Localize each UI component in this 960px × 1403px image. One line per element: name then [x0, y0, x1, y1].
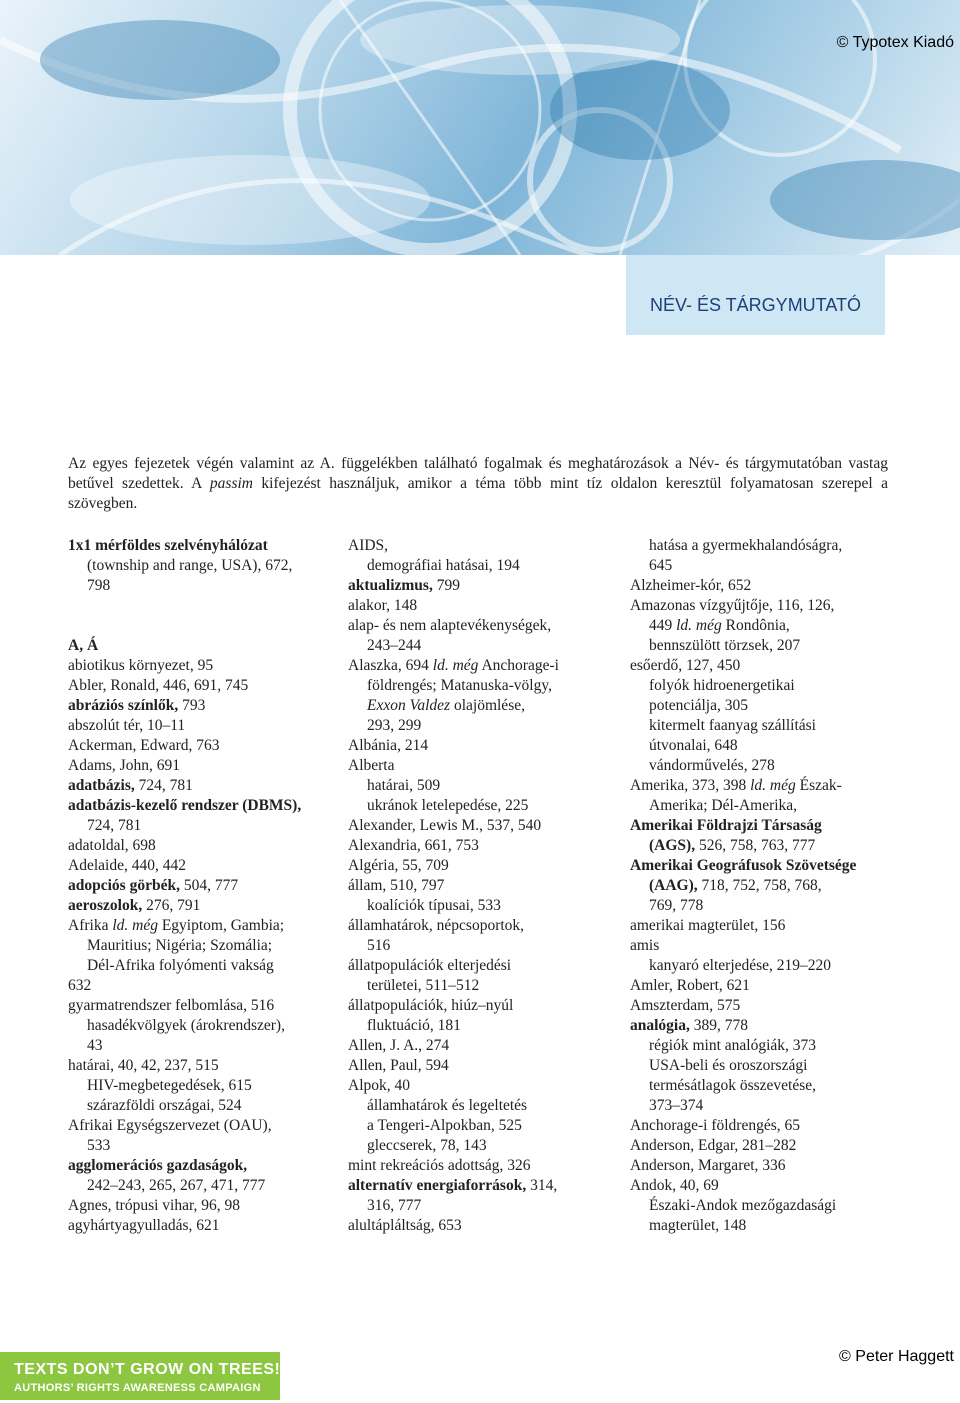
index-entry-continuation: 293, 299: [367, 717, 422, 734]
index-entry: adatbázis, 724, 781: [68, 777, 193, 794]
index-entry: Anderson, Margaret, 336: [630, 1157, 786, 1174]
index-entry: agyhártyagyulladás, 621: [68, 1217, 220, 1234]
index-entry: abszolút tér, 10–11: [68, 717, 186, 734]
index-entry: 1x1 mérföldes szelvényhálózat: [68, 537, 268, 554]
index-entry-continuation: Mauritius; Nigéria; Szomália;: [87, 937, 273, 954]
index-entry: Adams, John, 691: [68, 757, 180, 774]
index-entry-continuation: 316, 777: [367, 1197, 422, 1214]
index-entry-continuation: (AAG), 718, 752, 758, 768,: [649, 877, 822, 894]
banner-illustration: [0, 0, 960, 255]
index-entry: Anchorage-i földrengés, 65: [630, 1117, 801, 1134]
index-entry: agglomerációs gazdaságok,: [68, 1157, 248, 1174]
title-box: [626, 255, 885, 335]
index-entry-continuation: 533: [87, 1137, 111, 1154]
index-subentry: Északi-Andok mezőgazdasági: [649, 1197, 837, 1214]
index-entry: Andok, 40, 69: [630, 1177, 719, 1194]
index-subentry: határai, 40, 42, 237, 515: [68, 1057, 219, 1074]
index-entry: Amerikai Geográfusok Szövetsége: [630, 857, 857, 874]
index-subentry: kanyaró elterjedése, 219–220: [649, 957, 832, 974]
index-entry: alternatív energiaforrások, 314,: [348, 1177, 558, 1194]
index-entry: Amerikai Földrajzi Társaság: [630, 817, 822, 834]
index-entry-continuation: 242–243, 265, 267, 471, 777: [87, 1177, 266, 1194]
index-entry-continuation: területei, 511–512: [367, 977, 480, 994]
index-entry: államhatárok, népcsoportok,: [348, 917, 525, 934]
index-entry: Anderson, Edgar, 281–282: [630, 1137, 797, 1154]
index-subentry: Dél-Afrika folyómenti vakság: [87, 957, 274, 974]
index-entry: amis: [630, 937, 660, 954]
index-subentry: folyók hidroenergetikai: [649, 677, 795, 694]
page-title: NÉV- ÉS TÁRGYMUTATÓ: [649, 295, 862, 315]
index-subentry: HIV-megbetegedések, 615: [87, 1077, 252, 1094]
index-entry-continuation: 632: [68, 977, 92, 994]
intro-italic-term: passim: [209, 475, 253, 492]
copyright-publisher: © Typotex Kiadó: [836, 34, 954, 51]
section-letter-heading: A, Á: [68, 637, 99, 654]
index-column-1: [68, 536, 338, 1236]
index-entry: analógia, 389, 778: [630, 1017, 748, 1034]
index-entry: Alexander, Lewis M., 537, 540: [348, 817, 542, 834]
index-entry: adopciós görbék, 504, 777: [68, 877, 239, 894]
index-entry: Amerika, 373, 398 ld. még Észak-: [630, 777, 842, 794]
index-entry: Alpok, 40: [348, 1077, 410, 1094]
index-entry-continuation: 516: [367, 937, 391, 954]
index-subentry: mint rekreációs adottság, 326: [348, 1157, 531, 1174]
campaign-slogan: TEXTS DON’T GROW ON TREES!: [14, 1361, 281, 1378]
index-entry: Allen, J. A., 274: [348, 1037, 450, 1054]
index-subentry: ukránok letelepedése, 225: [367, 797, 529, 814]
index-entry: állam, 510, 797: [348, 877, 445, 894]
index-subentry: USA-beli és oroszországi: [649, 1057, 808, 1074]
index-column-2: [348, 536, 623, 1236]
index-entry: Afrikai Egységszervezet (OAU),: [68, 1117, 272, 1134]
index-entry-continuation: 449 ld. még Rondônia,: [649, 617, 790, 634]
index-entry-continuation: 769, 778: [649, 897, 704, 914]
intro-text-1: Az egyes fejezetek végén valamint az A. függelékben található fogalmak és meghatározások a Név- és tárgymutatóban vastag betűvel szedettek. A: [68, 455, 888, 492]
index-subentry: bennszülött törzsek, 207: [649, 637, 801, 654]
index-entry: alakor, 148: [348, 597, 418, 614]
index-subentry: gyarmatrendszer felbomlása, 516: [68, 997, 275, 1014]
index-entry-continuation: 798: [87, 577, 111, 594]
index-subentry: szárazföldi országai, 524: [87, 1097, 242, 1114]
index-entry: Alzheimer-kór, 652: [630, 577, 752, 594]
index-entry-continuation: potenciálja, 305: [649, 697, 748, 714]
index-entry-continuation: (township and range, USA), 672,: [87, 557, 293, 574]
index-entry-continuation: fluktuáció, 181: [367, 1017, 461, 1034]
campaign-subtitle: AUTHORS’ RIGHTS AWARENESS CAMPAIGN: [14, 1382, 261, 1394]
index-entry-continuation: 645: [649, 557, 673, 574]
index-entry: állatpopulációk, hiúz–nyúl: [348, 997, 514, 1014]
index-subentry: államhatárok és legeltetés: [367, 1097, 528, 1114]
index-column-3: [630, 536, 930, 1236]
index-subentry: hatása a gyermekhalandóságra,: [649, 537, 843, 554]
index-entry-continuation: 43: [87, 1037, 103, 1054]
index-subentry: a Tengeri-Alpokban, 525: [367, 1117, 522, 1134]
index-entry: Alaszka, 694 ld. még Anchorage-i: [348, 657, 559, 674]
index-entry: alap- és nem alaptevékenységek,: [348, 617, 552, 634]
intro-text-2: kifejezést használjuk, amikor a téma több mint tíz oldalon keresztül folyamatosan szerepel a szövegben.: [68, 475, 888, 512]
index-entry: amerikai magterület, 156: [630, 917, 786, 934]
index-entry: aeroszolok, 276, 791: [68, 897, 201, 914]
index-entry: Amler, Robert, 621: [630, 977, 750, 994]
index-entry: Adelaide, 440, 442: [68, 857, 186, 874]
index-subentry: gleccserek, 78, 143: [367, 1137, 487, 1154]
index-entry: Albánia, 214: [348, 737, 429, 754]
index-entry: abráziós színlők, 793: [68, 697, 206, 714]
index-entry-continuation: 724, 781: [87, 817, 142, 834]
index-entry: Allen, Paul, 594: [348, 1057, 449, 1074]
index-entry: Afrika ld. még Egyiptom, Gambia;: [68, 917, 285, 934]
index-entry: adatoldal, 698: [68, 837, 156, 854]
index-subentry: határai, 509: [367, 777, 441, 794]
header-banner-image: [0, 0, 960, 255]
index-entry-continuation: Exxon Valdez olajömlése,: [367, 697, 525, 714]
index-entry: Amazonas vízgyűjtője, 116, 126,: [630, 597, 835, 614]
index-entry: aktualizmus, 799: [348, 577, 460, 594]
index-entry: Agnes, trópusi vihar, 96, 98: [68, 1197, 241, 1214]
index-entry: adatbázis-kezelő rendszer (DBMS),: [68, 797, 302, 814]
index-subentry: kitermelt faanyag szállítási: [649, 717, 816, 734]
campaign-logo: [0, 1352, 280, 1400]
index-entry: Alberta: [348, 757, 395, 774]
index-entry: abiotikus környezet, 95: [68, 657, 214, 674]
intro-paragraph: [68, 454, 888, 514]
index-entry: Ackerman, Edward, 763: [68, 737, 220, 754]
index-entry-continuation: 373–374: [649, 1097, 704, 1114]
index-subentry: hasadékvölgyek (árokrendszer),: [87, 1017, 285, 1034]
index-subentry: koalíciók típusai, 533: [367, 897, 501, 914]
index-entry: Amszterdam, 575: [630, 997, 741, 1014]
index-entry-continuation: Amerika; Dél-Amerika,: [649, 797, 798, 814]
index-entry: Abler, Ronald, 446, 691, 745: [68, 677, 249, 694]
copyright-author: © Peter Haggett: [839, 1348, 954, 1365]
index-subentry: demográfiai hatásai, 194: [367, 557, 520, 574]
index-entry: Alexandria, 661, 753: [348, 837, 479, 854]
index-entry-continuation: termésátlagok összevetése,: [649, 1077, 816, 1094]
index-subentry: vándorművelés, 278: [649, 757, 775, 774]
index-entry-continuation: magterület, 148: [649, 1217, 747, 1234]
index-subentry: esőerdő, 127, 450: [630, 657, 741, 674]
index-entry-continuation: (AGS), 526, 758, 763, 777: [649, 837, 816, 854]
index-entry-continuation: földrengés; Matanuska-völgy,: [367, 677, 552, 694]
index-entry: állatpopulációk elterjedési: [348, 957, 512, 974]
index-entry: alultápláltság, 653: [348, 1217, 462, 1234]
index-entry: Algéria, 55, 709: [348, 857, 449, 874]
index-entry: AIDS,: [348, 537, 389, 554]
index-subentry: régiók mint analógiák, 373: [649, 1037, 817, 1054]
index-entry-continuation: 243–244: [367, 637, 422, 654]
index-entry-continuation: útvonalai, 648: [649, 737, 738, 754]
